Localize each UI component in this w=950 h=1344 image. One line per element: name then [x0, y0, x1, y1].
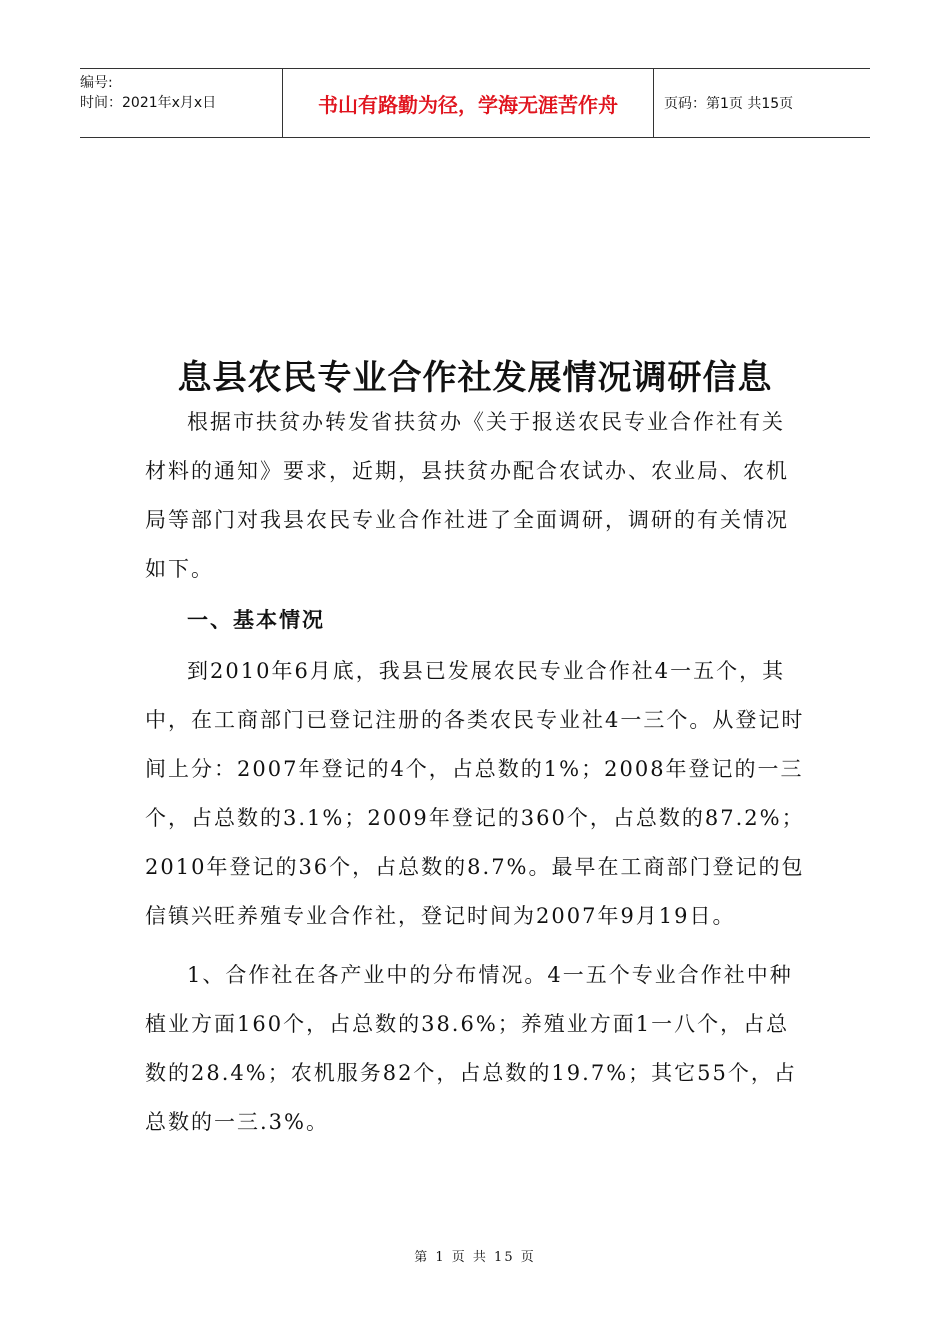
- intro-paragraph: 根据市扶贫办转发省扶贫办《关于报送农民专业合作社有关材料的通知》要求，近期，县扶贫办配合农试办、农业局、农机局等部门对我县农民专业合作社进了全面调研，调研的有关情况如下。: [145, 410, 789, 581]
- basic-situation-paragraph: 到2010年6月底，我县已发展农民专业合作社4一五个，其中，在工商部门已登记注册的各类农民专业社4一三个。从登记时间上分：2007年登记的4个，占总数的1%；2008年登记的一三个，占总数的3.1%；2009年登记的360个，占总数的87.2%；2010年登记的36个，占总数的8.7%。最早在工商部门登记的包信镇兴旺养殖专业合作社，登记时间为2007年9月19日。: [145, 659, 805, 928]
- document-number-label: 编号:: [80, 75, 113, 91]
- document-title: 息县农民专业合作社发展情况调研信息: [177, 358, 773, 398]
- industry-distribution-paragraph: 1、合作社在各产业中的分布情况。4一五个专业合作社中种植业方面160个，占总数的38.6%；养殖业方面1一八个，占总数的28.4%；农机服务82个，占总数的19.7%；其它55个，占总数的一三.3%。: [145, 963, 797, 1134]
- document-body: [145, 398, 807, 1147]
- header-meta: [80, 69, 282, 137]
- section-heading: 一、基本情况: [187, 608, 325, 632]
- document-date-label: 时间：2021年x月x日: [80, 95, 217, 111]
- page-footer: 第 1 页 共 15 页: [414, 1250, 536, 1265]
- header-motto: 书山有路勤为径，学海无涯苦作舟: [282, 69, 654, 137]
- page-header: [80, 68, 870, 138]
- header-page-info: 页码：第1页 共15页: [664, 96, 794, 112]
